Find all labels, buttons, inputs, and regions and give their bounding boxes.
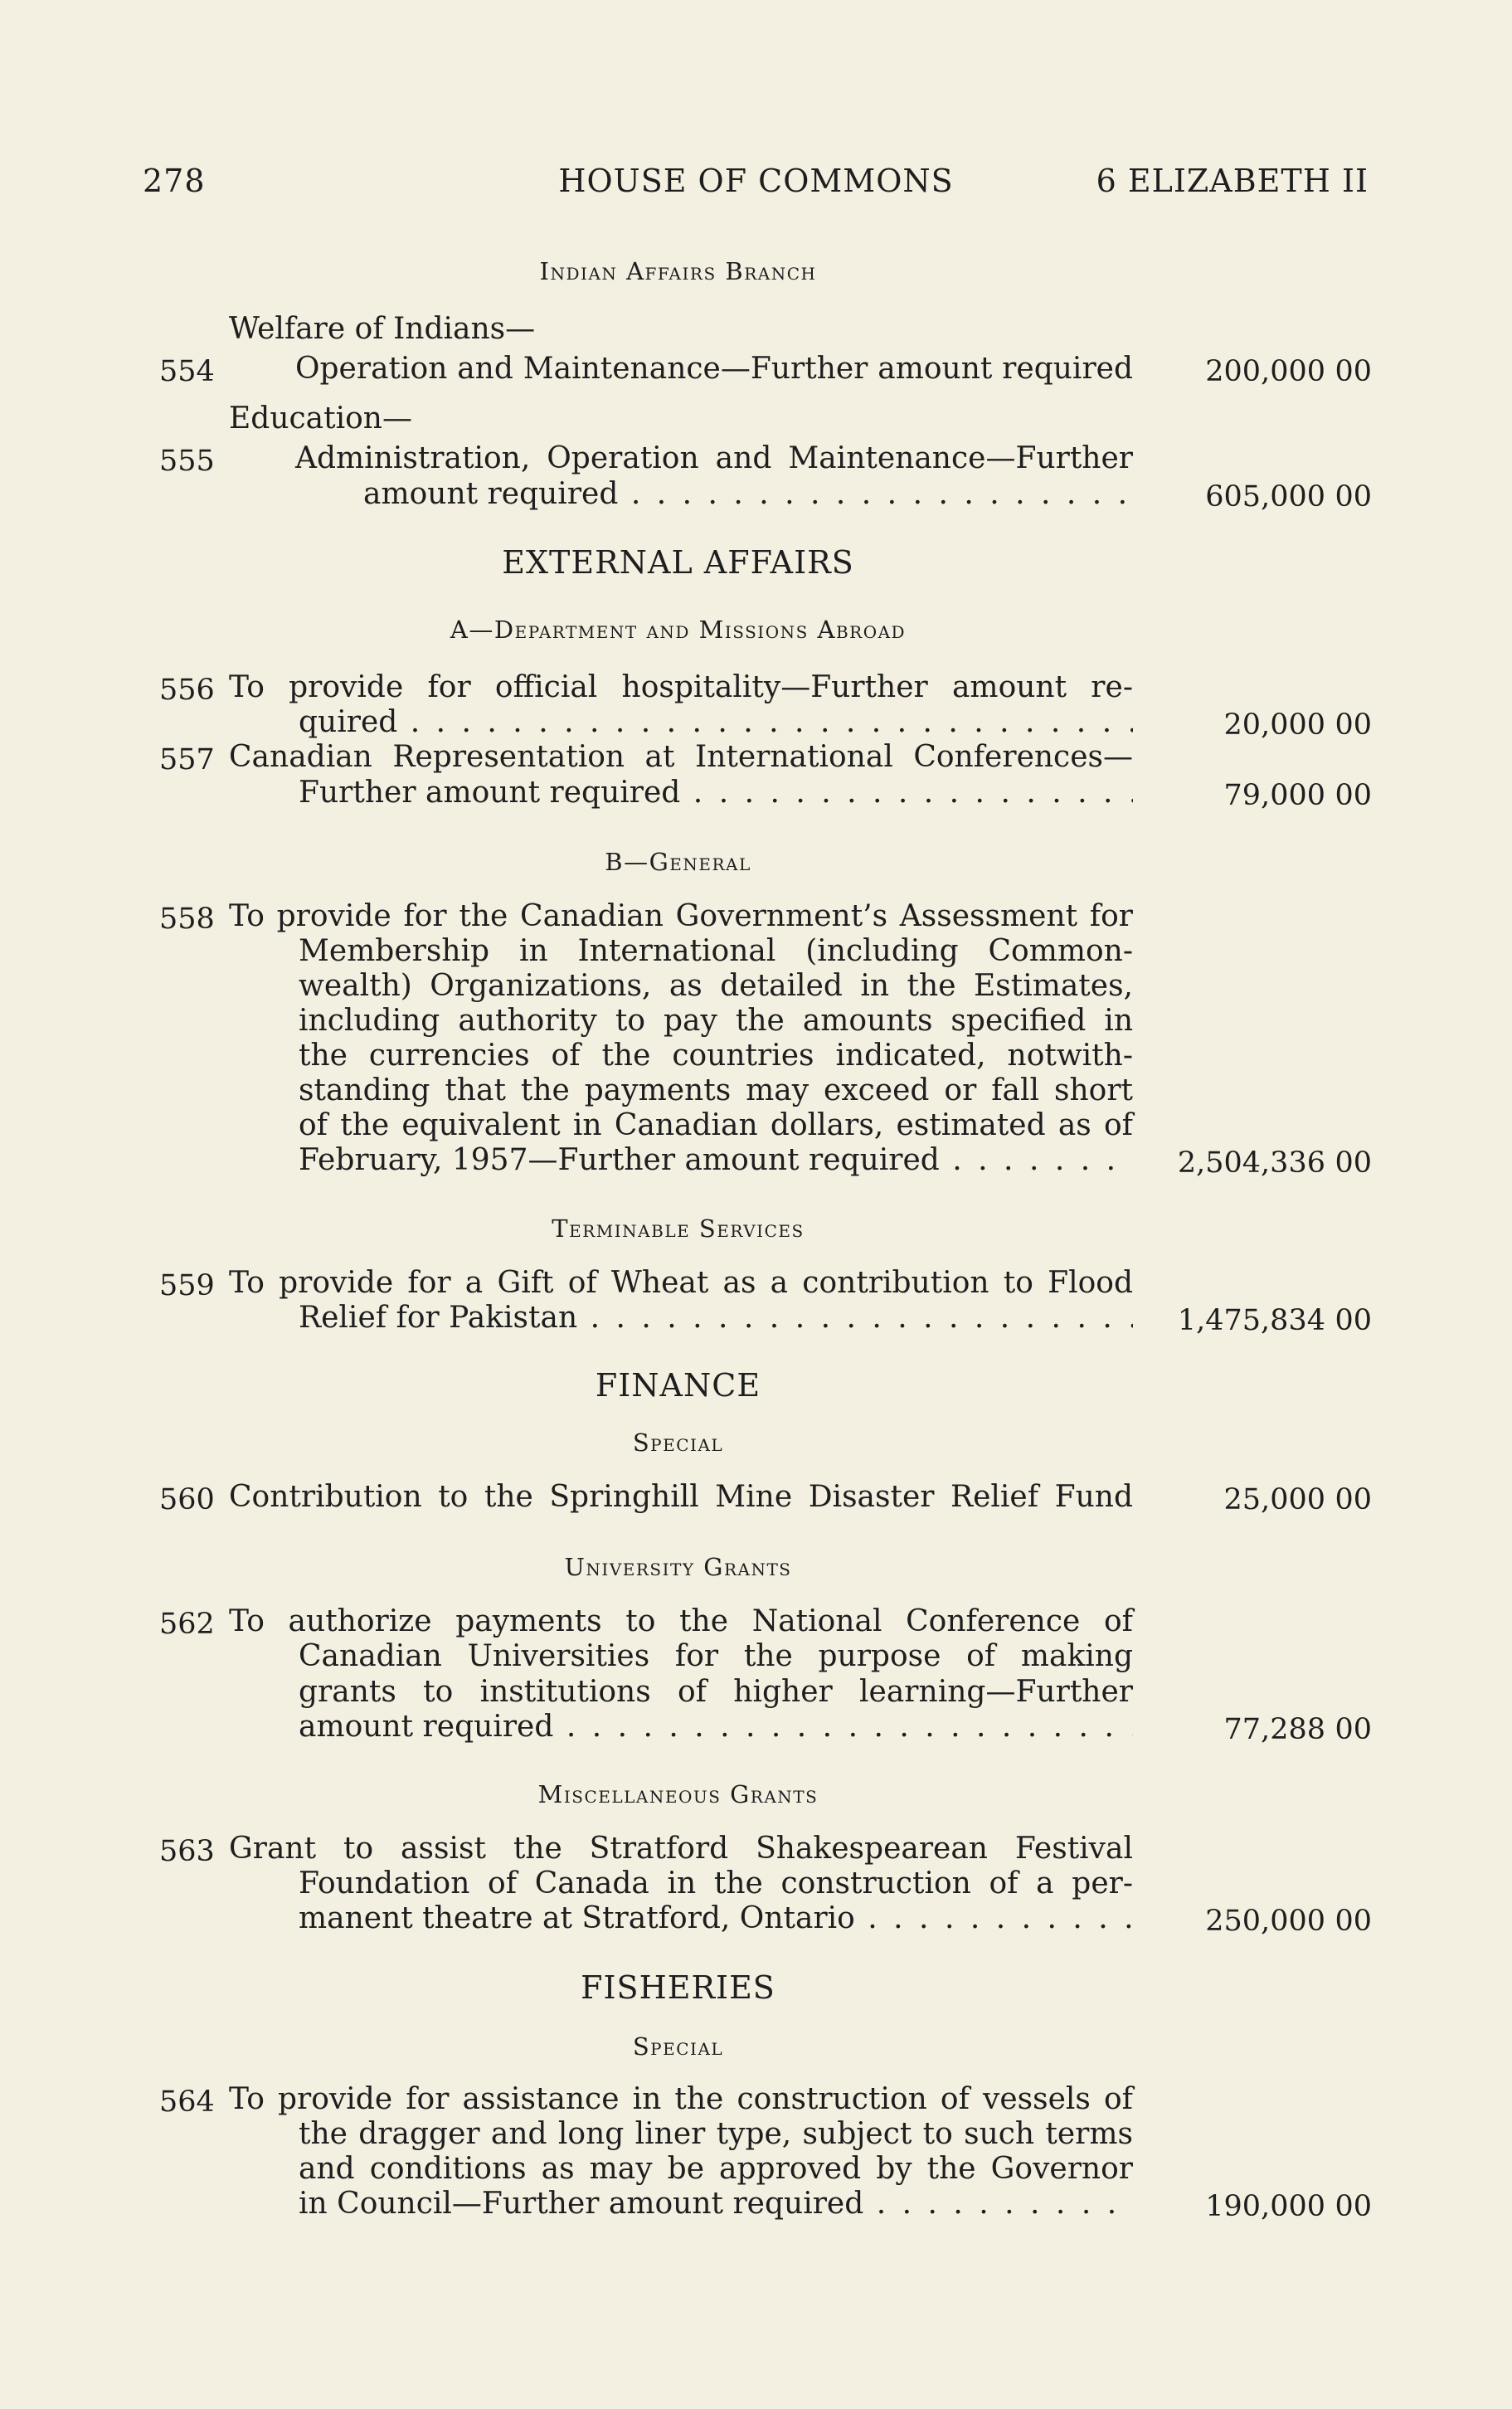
item-amount [1161,1483,1372,1516]
item-number: 563 [159,1835,215,1868]
amount-cents: 00 [1335,480,1372,513]
item-number: 555 [159,445,215,478]
item-text-line: Relief for Pakistan . . . [299,1301,1133,1336]
item-amount [1161,1905,1372,1938]
item-number: 557 [159,743,215,776]
item-number: 556 [159,674,215,707]
item-number: 554 [159,355,215,388]
heading-terminable-services: Terminable Services [552,1214,805,1243]
subhead-education: Education— [229,402,412,436]
amount-dollars: 190,000 [1205,2190,1325,2223]
item-text-line: of the equivalent in Canadian dollars, estimated as of [299,1108,1133,1142]
item-text-line: Canadian Representation at International Conferences— [229,740,1133,774]
amount-dollars: 20,000 [1223,708,1325,742]
amount-cents: 00 [1335,2190,1372,2223]
item-text-line: To provide for the Canadian Government’s Assessment for [229,899,1133,933]
heading-indian-affairs-branch: Indian Affairs Branch [539,257,817,285]
item-text-line: February, 1957—Further amount required . . . [299,1143,1133,1178]
heading-department-missions: A—Department and Missions Abroad [450,616,907,644]
item-number: 562 [159,1608,215,1641]
heading-special: Special [632,1428,724,1457]
item-text-line: quired . . . [299,705,1133,740]
item-text-line: Foundation of Canada in the construction of a per- [299,1866,1133,1900]
amount-cents: 00 [1335,1304,1372,1337]
amount-cents: 00 [1335,1483,1372,1516]
item-text-line: Operation and Maintenance—Further amount required [295,352,1133,386]
item-text-line: grants to institutions of higher learning—Further [299,1675,1133,1709]
item-amount [1161,708,1372,742]
item-number: 558 [159,903,215,936]
item-amount [1161,2190,1372,2223]
heading-fisheries: FISHERIES [581,1969,775,2006]
item-amount [1161,355,1372,388]
item-text-line: including authority to pay the amounts specified in [299,1004,1133,1038]
amount-dollars: 79,000 [1223,779,1325,812]
amount-dollars: 200,000 [1205,355,1325,388]
page-header-title: HOUSE OF COMMONS [558,163,954,199]
heading-special: Special [632,2032,724,2061]
item-amount [1161,1304,1372,1337]
amount-cents: 00 [1335,1713,1372,1746]
amount-cents: 00 [1335,1905,1372,1938]
heading-external-affairs: EXTERNAL AFFAIRS [502,544,854,581]
item-amount [1161,779,1372,812]
amount-cents: 00 [1335,355,1372,388]
item-text-line: the currencies of the countries indicated, notwith- [299,1039,1133,1073]
item-text-line: Contribution to the Springhill Mine Disaster Relief Fund [229,1480,1133,1514]
item-number: 560 [159,1483,215,1516]
item-text-line: Further amount required . . . [299,776,1133,810]
item-amount [1161,1713,1372,1746]
item-text-line: Administration, Operation and Maintenance—Further [295,441,1133,475]
session-label: 6 ELIZABETH II [1096,163,1369,199]
item-text-line: Canadian Universities for the purpose of making [299,1639,1133,1673]
item-text-line: To provide for official hospitality—Further amount re- [229,670,1133,704]
item-text-line: in Council—Further amount required . . . [299,2187,1133,2222]
item-number: 559 [159,1269,215,1302]
item-text-line: To authorize payments to the National Conference of [229,1604,1133,1638]
item-text-line: Grant to assist the Stratford Shakespearean Festival [229,1832,1133,1866]
item-number: 564 [159,2085,215,2119]
item-text-line: manent theatre at Stratford, Ontario . . . [299,1901,1133,1936]
item-amount [1161,480,1372,513]
item-text-line: wealth) Organizations, as detailed in the Estimates, [299,969,1133,1003]
item-text-line: amount required . . . [299,1710,1133,1745]
item-text-line: To provide for assistance in the construction of vessels of [229,2082,1133,2116]
page-number: 278 [143,163,206,199]
amount-dollars: 605,000 [1205,480,1325,513]
amount-dollars: 2,504,336 [1177,1146,1325,1180]
heading-miscellaneous-grants: Miscellaneous Grants [537,1780,819,1808]
amount-cents: 00 [1335,779,1372,812]
item-text-line: To provide for a Gift of Wheat as a contribution to Flood [229,1266,1133,1300]
amount-dollars: 1,475,834 [1177,1304,1325,1337]
heading-finance: FINANCE [595,1367,761,1404]
item-text-line: standing that the payments may exceed or fall short [299,1073,1133,1107]
subhead-welfare: Welfare of Indians— [229,312,536,346]
amount-dollars: 250,000 [1205,1905,1325,1938]
heading-university-grants: University Grants [564,1553,792,1581]
amount-cents: 00 [1335,1146,1372,1180]
item-amount [1161,1146,1372,1180]
amount-cents: 00 [1335,708,1372,742]
item-text-line: Membership in International (including Common- [299,934,1133,968]
amount-dollars: 25,000 [1223,1483,1325,1516]
item-text-line: amount required . . . [363,477,1133,512]
item-text-line: and conditions as may be approved by the Governor [299,2152,1133,2186]
amount-dollars: 77,288 [1223,1713,1325,1746]
heading-general: B—General [605,848,751,876]
item-text-line: the dragger and long liner type, subject to such terms [299,2117,1133,2151]
